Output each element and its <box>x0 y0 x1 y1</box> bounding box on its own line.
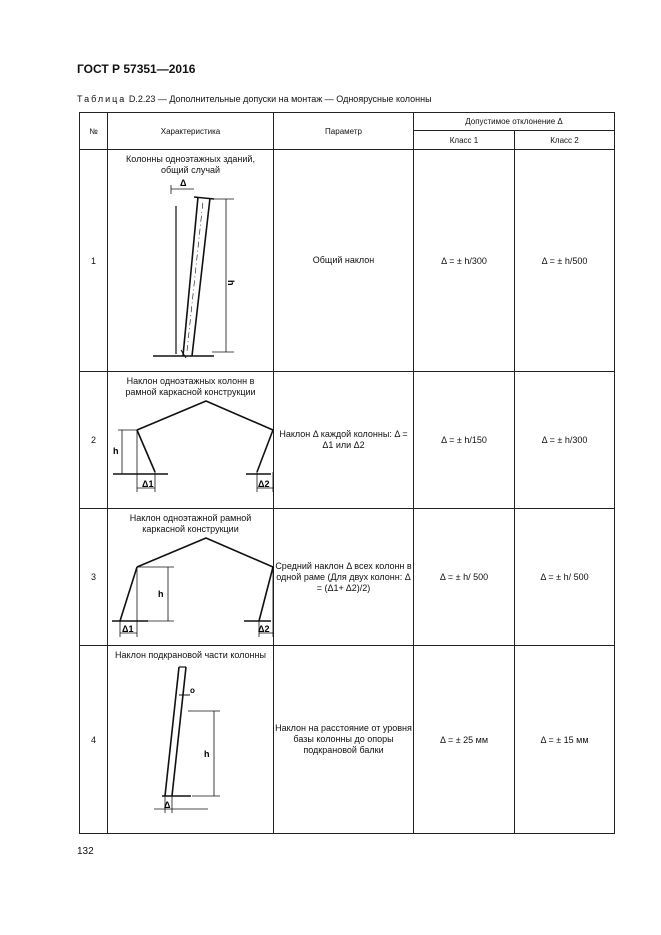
table-row <box>80 509 615 646</box>
column-tilt-diagram <box>108 176 274 366</box>
characteristic-cell <box>108 509 274 646</box>
crane-column-tilt-diagram <box>108 661 274 821</box>
class-2-value: Δ = ± 15 мм <box>515 646 615 834</box>
parameter-cell: Общий наклон <box>274 150 414 372</box>
height-label: h <box>204 749 210 759</box>
class-2-value: Δ = ± h/500 <box>515 150 615 372</box>
height-label: h <box>113 446 119 456</box>
characteristic-cell <box>108 646 274 834</box>
class-1-value: Δ = ± 25 мм <box>414 646 515 834</box>
delta-label: Δ <box>180 178 187 188</box>
header-class-1: Класс 1 <box>414 131 515 150</box>
class-1-value: Δ = ± h/ 500 <box>414 509 515 646</box>
frame-column-tilt-diagram <box>108 398 274 508</box>
tolerance-table <box>79 112 615 834</box>
characteristic-title: Колонны одноэтажных зданий, общий случай <box>126 154 255 175</box>
delta2-label: Δ2 <box>258 624 270 634</box>
characteristic-title: Наклон одноэтажных колонн в рамной каркасной конструкции <box>125 376 256 397</box>
row-number: 1 <box>80 150 108 372</box>
row-number: 2 <box>80 372 108 509</box>
frame-average-tilt-diagram <box>108 535 274 645</box>
table-row <box>80 150 615 372</box>
header-class-2: Класс 2 <box>515 131 615 150</box>
parameter-cell: Наклон Δ каждой колонны: Δ = Δ1 или Δ2 <box>274 372 414 509</box>
characteristic-title: Наклон подкрановой части колонны <box>115 650 266 660</box>
characteristic-cell <box>108 372 274 509</box>
characteristic-title: Наклон одноэтажной рамной каркасной конструкции <box>129 513 252 534</box>
caption-prefix: Таблица <box>77 94 127 104</box>
page-header: ГОСТ Р 57351—2016 <box>77 62 196 76</box>
row-number: 4 <box>80 646 108 834</box>
header-characteristic: Характеристика <box>108 113 274 150</box>
class-2-value: Δ = ± h/ 500 <box>515 509 615 646</box>
class-1-value: Δ = ± h/300 <box>414 150 515 372</box>
height-label: h <box>158 589 164 599</box>
delta1-label: Δ1 <box>122 624 134 634</box>
header-parameter: Параметр <box>274 113 414 150</box>
header-num: № <box>80 113 108 150</box>
parameter-cell: Средний наклон Δ всех колонн в одной раме (Для двух колонн: Δ = (Δ1+ Δ2)/2) <box>274 509 414 646</box>
table-caption <box>77 94 432 104</box>
height-label: h <box>226 280 236 286</box>
delta1-label: Δ1 <box>142 479 154 489</box>
crane-support-marker: о <box>190 686 195 695</box>
class-2-value: Δ = ± h/300 <box>515 372 615 509</box>
header-tolerance: Допустимое отклонение Δ <box>414 113 615 131</box>
row-number: 3 <box>80 509 108 646</box>
delta2-label: Δ2 <box>258 479 270 489</box>
table-row <box>80 372 615 509</box>
delta-label: Δ <box>164 800 171 810</box>
table-row <box>80 646 615 834</box>
caption-id: D.2.23 <box>128 94 156 104</box>
parameter-cell: Наклон на расстояние от уровня базы колонны до опоры подкрановой балки <box>274 646 414 834</box>
class-1-value: Δ = ± h/150 <box>414 372 515 509</box>
characteristic-cell <box>108 150 274 372</box>
page-number: 132 <box>77 846 94 857</box>
caption-text: — Дополнительные допуски на монтаж — Одноярусные колонны <box>157 94 432 104</box>
